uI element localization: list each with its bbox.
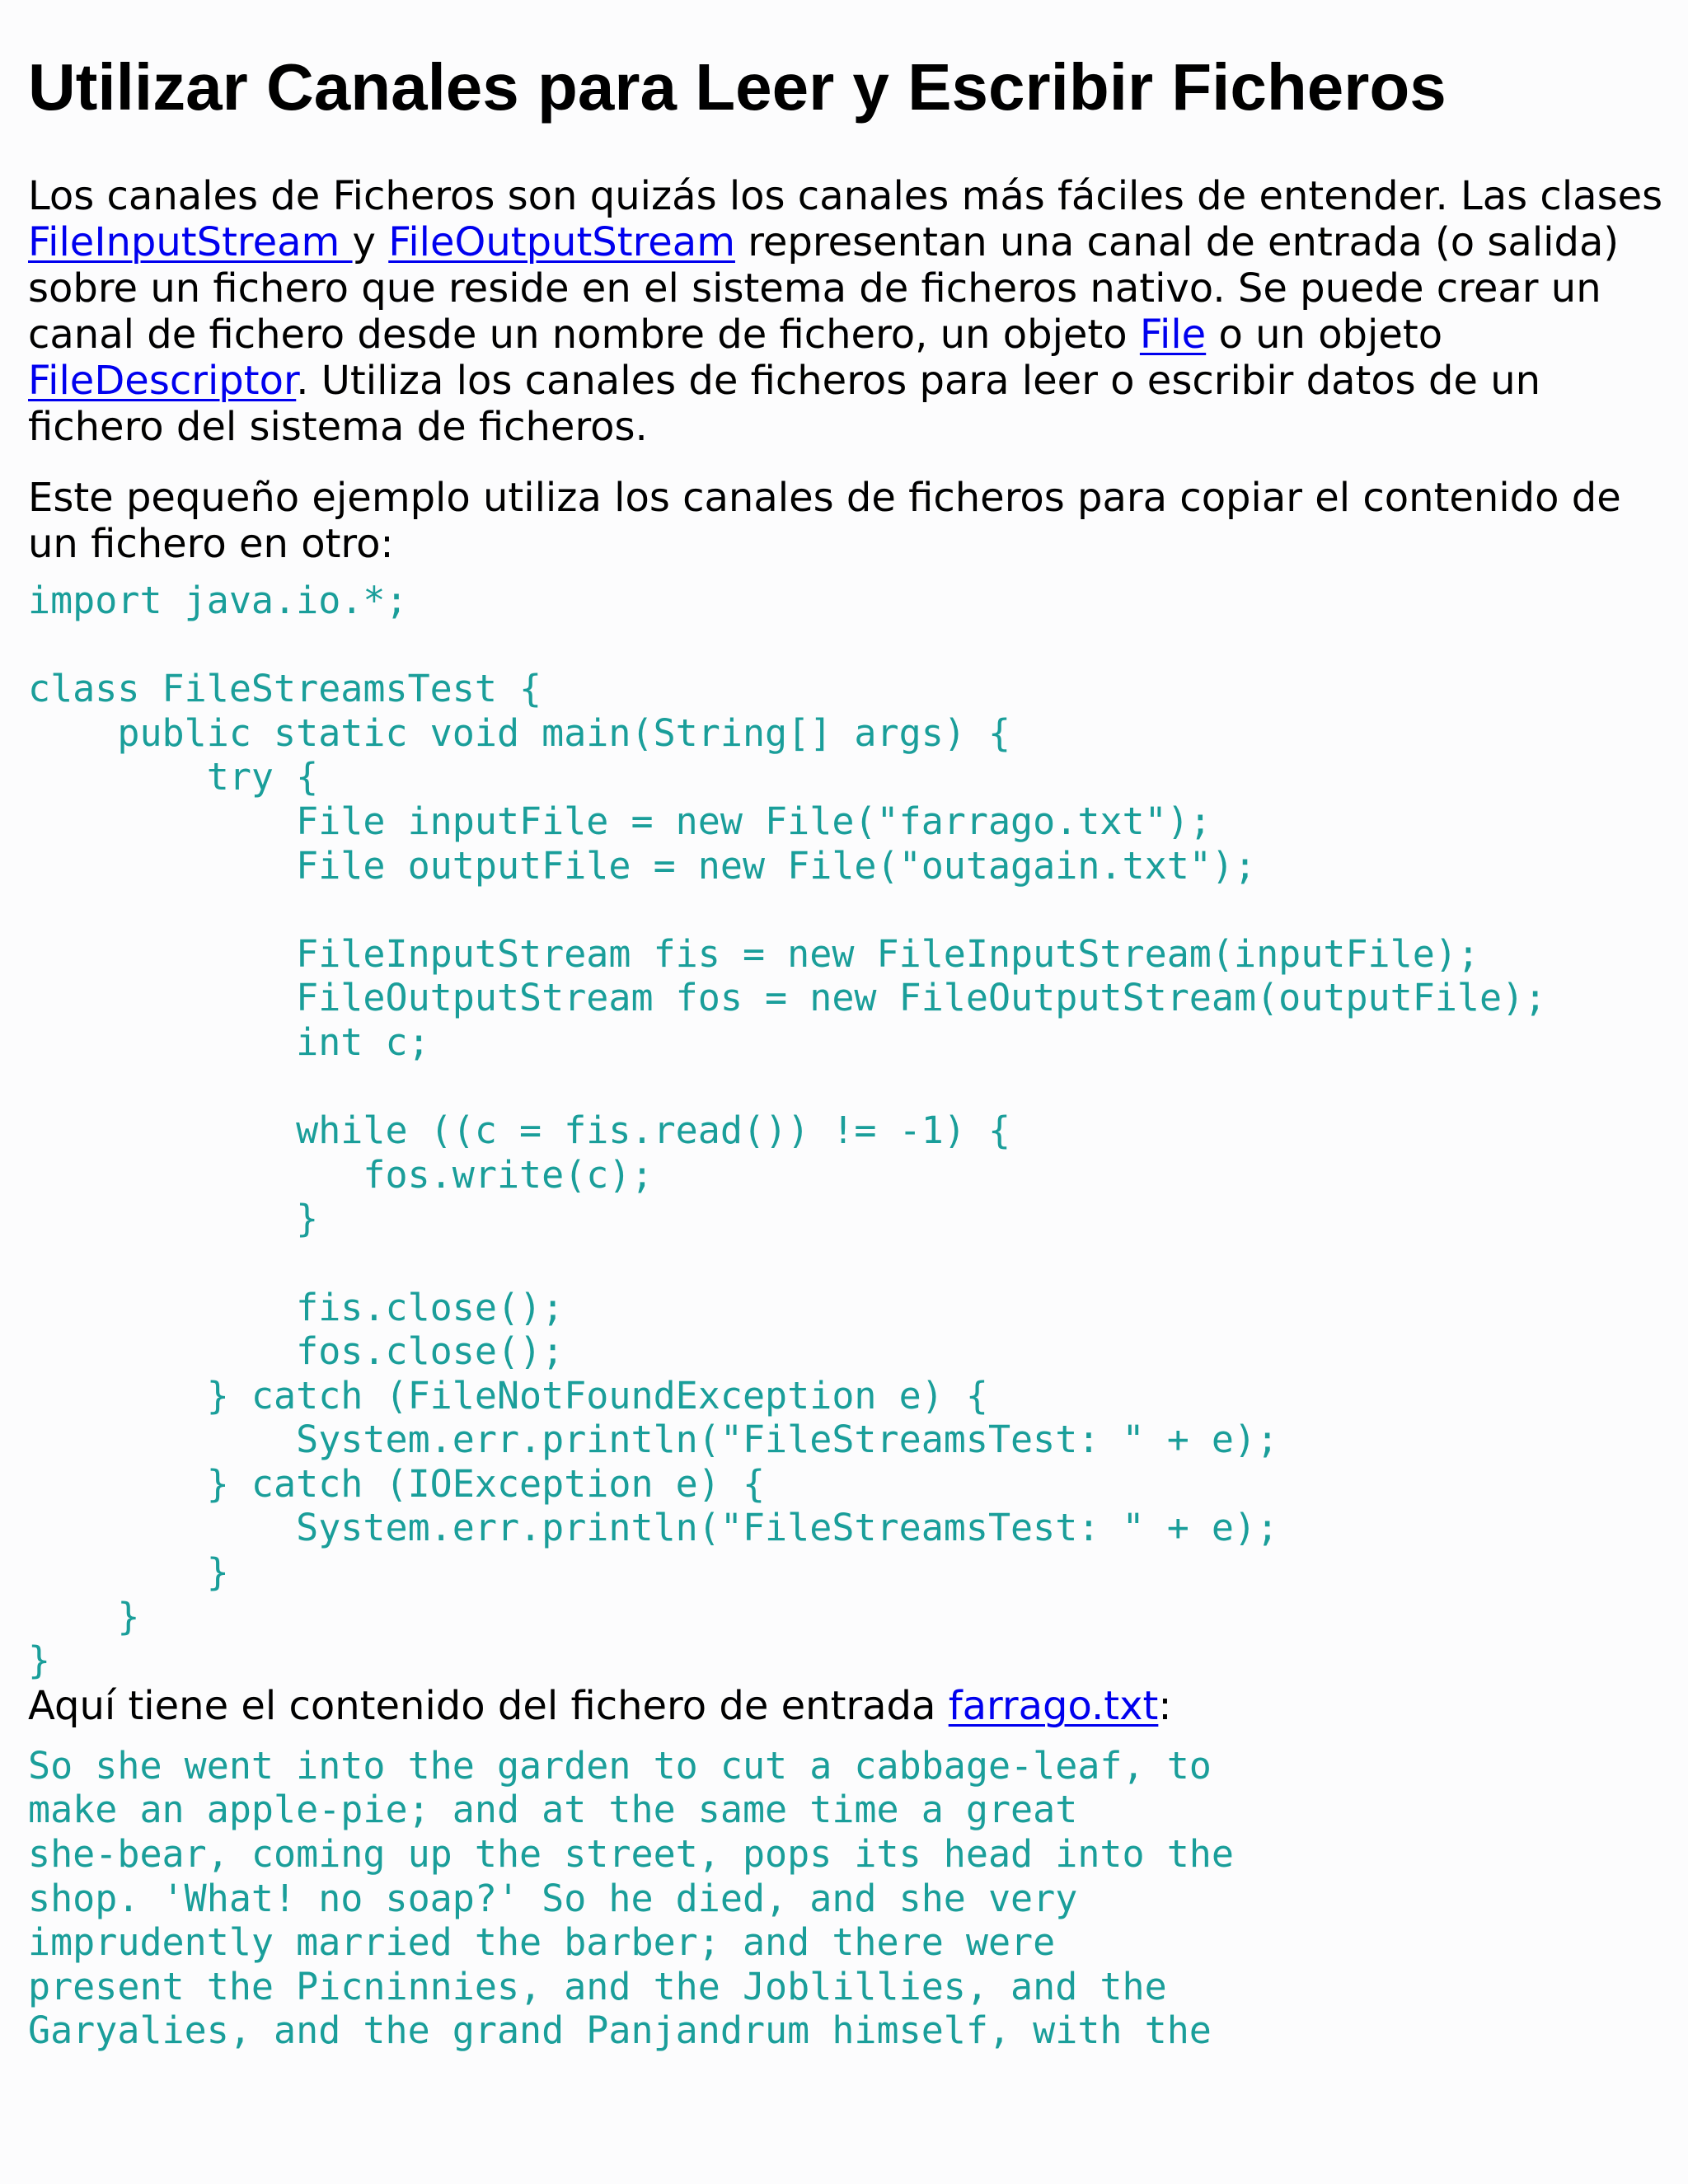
- intro-text-1: Los canales de Ficheros son quizás los canales más fáciles de entender. Las clases: [28, 173, 1663, 219]
- example-intro-paragraph: Este pequeño ejemplo utiliza los canales de ficheros para copiar el contenido de un fichero en otro:: [28, 475, 1621, 567]
- fileoutputstream-link[interactable]: FileOutputStream: [388, 219, 735, 265]
- input-file-paragraph: [28, 1683, 1668, 1729]
- input-file-text-2: :: [1158, 1682, 1172, 1729]
- article: [28, 0, 1668, 2053]
- filedescriptor-link[interactable]: FileDescriptor: [28, 358, 297, 404]
- sample-file-content: So she went into the garden to cut a cabbage-leaf, to make an apple-pie; and at the same time a great she-bear, coming up the street, pops its head into the shop. 'What! no soap?' So he died, and she very imprudently married the barber; and there were present the Picninnies, and the Joblillies, and the Garyalies, and the grand Panjandrum himself, with the: [28, 1743, 1234, 2053]
- intro-paragraph: [28, 173, 1668, 450]
- intro-text-4: o un objeto: [1206, 312, 1443, 358]
- input-file-text-1: Aquí tiene el contenido del fichero de entrada: [28, 1682, 949, 1729]
- intro-text-2: y: [352, 219, 389, 265]
- page-title: Utilizar Canales para Leer y Escribir Ficheros: [28, 50, 1447, 124]
- intro-text-3: representan una canal de entrada (o salida) sobre un fichero que reside en el sistema de ficheros nativo. Se puede crear un canal de fichero desde un nombre de fichero, un objeto: [28, 219, 1620, 358]
- fileinputstream-link[interactable]: FileInputStream: [28, 219, 353, 265]
- code-listing: import java.io.*; class FileStreamsTest { public static void main(String[] args) { try { File inputFile = new File("farrago.txt"); File outputFile = new File("outagain.txt"); FileInputStream fis = new FileInputStream(inputFile); FileOutputStream fos = new FileOutputStream(outputFile); int c; while ((c = fis.read()) != -1) { fos.write(c); } fis.close(); fos.close(); } catch (FileNotFoundException e) { System.err.println("FileStreamsTest: " + e); } catch (IOException e) { System.err.println("FileStreamsTest: " + e); } } }: [28, 579, 1547, 1683]
- file-link[interactable]: File: [1139, 312, 1207, 358]
- intro-text-5: . Utiliza los canales de ficheros para leer o escribir datos de un fichero del sistema de ficheros.: [28, 358, 1541, 450]
- farrago-link[interactable]: farrago.txt: [948, 1682, 1159, 1729]
